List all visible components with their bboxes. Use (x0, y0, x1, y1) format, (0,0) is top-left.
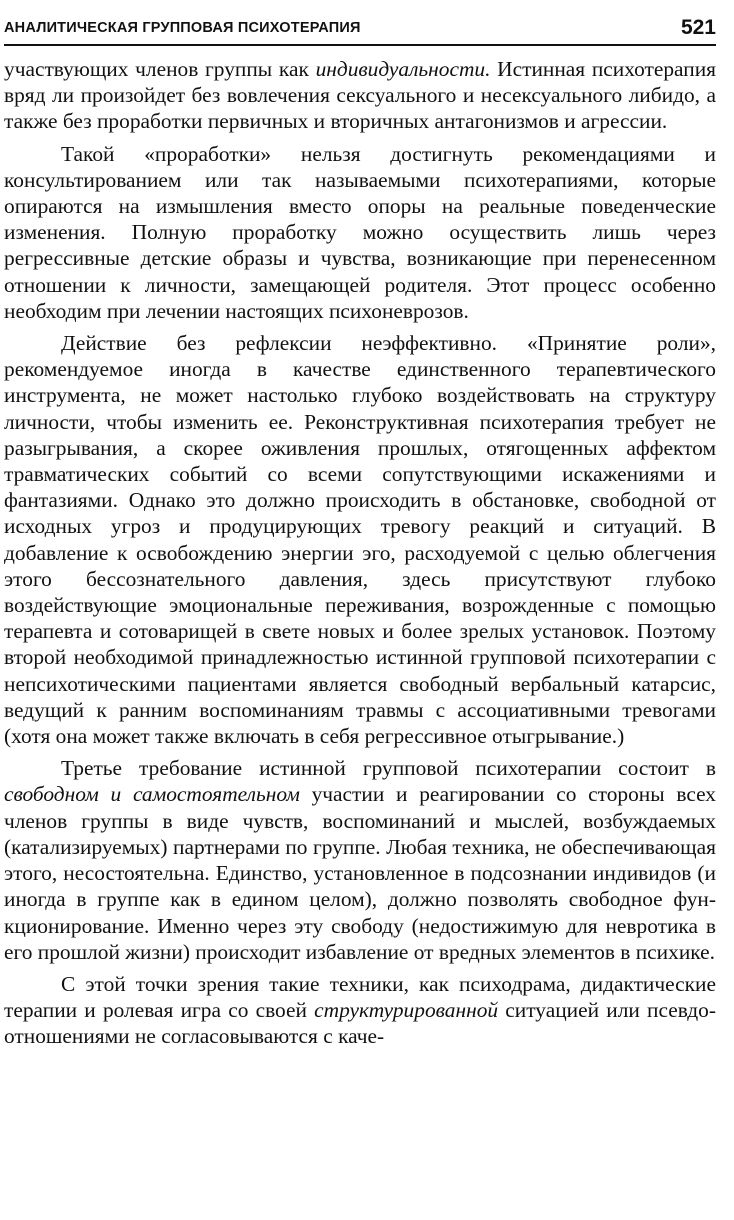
paragraph (4, 755, 716, 965)
paragraph: Действие без рефлексии неэффективно. «Принятие роли», рекомендуемое иногда в качестве единственного терапевтического инструмента, не может настолько глубоко воздействовать на структуру личности, чтобы изменить ее. Реконструктивная психотерапия требует не разыгрывания, а скорее оживления прошлых, отягощенных аффектом травматических событий со всеми сопутствующими искажениями и фантазиями. Однако это должно происходить в обстановке, свободной от исходных угроз и продуцирующих тревогу реакций и ситуаций. В добавление к освобождению энергии эго, расходуемой с целью облегчения этого бессознательного давления, здесь присутствуют глубоко воздействующие эмоциональные переживания, возрожденные с помощью терапевта и сотоварищей в свете новых и более зрелых установок. Поэтому второй необходимой принадлежностью истинной групповой психотерапии с непсихотическими пациентами является свободный вербальный катарсис, ведущий к ранним воспоминаниям травмы с ассоциативными тревогами (хотя она может также включать в себя регрессивное отыгрывание.) (4, 331, 716, 749)
running-header (4, 18, 716, 46)
paragraph-text: ситуацией или псевдо-отношениями не согласовываются с каче- (4, 998, 716, 1049)
emphasis-text: свободном и самостоятельном (4, 782, 300, 807)
emphasis-text: структурированной (314, 998, 499, 1023)
paragraph-text: Истинная психотерапия вряд ли произойдет без вовлечения сексуального и несексуального либидо, а также без проработки первичных и вторичных антагонизмов и агрессии. (4, 57, 716, 134)
paragraph-text: участвующих членов группы как (4, 57, 316, 81)
paragraph-text: С этой точки зрения такие техники, как психодрама, дидактические терапии и ролевая игра со своей (4, 971, 716, 1023)
paragraph-continuation (4, 56, 716, 135)
page-number: 521 (680, 16, 716, 39)
body-text (4, 56, 716, 1216)
running-title: АНАЛИТИЧЕСКАЯ ГРУППОВАЯ ПСИХОТЕРАПИЯ (4, 20, 361, 36)
paragraph-text: участии и реагировании со стороны всех членов группы в виде чувств, воспоминаний и мыслей, возбуждаемых (катализируемых) партнерами по группе. Любая техника, не обеспечивающая этого, несостоятельна. Единство, установленное в подсознании индивидов (и иногда в группе как в едином целом), должно позволять свободное функционирование. Именно через эту свободу (недостижимую для невротика в его прошлой жизни) происходит избавление от вредных элементов в психике. (4, 782, 716, 964)
paragraph (4, 971, 716, 1050)
paragraph: Такой «проработки» нельзя достигнуть рекомендациями и консультированием или так называемыми психотерапиями, которые опираются на измышления вместо опоры на реальные поведенческие изменения. Полную проработку можно осуществить лишь через регрессивные детские образы и чувства, возникающие при перенесенном отношении к личности, замещающей родителя. Этот процесс особенно необходим при лечении настоящих психоневрозов. (4, 141, 716, 323)
paragraph-text: Третье требование истинной групповой психотерапии состоит в (61, 756, 716, 781)
emphasis-text: индивидуальности. (315, 57, 491, 81)
